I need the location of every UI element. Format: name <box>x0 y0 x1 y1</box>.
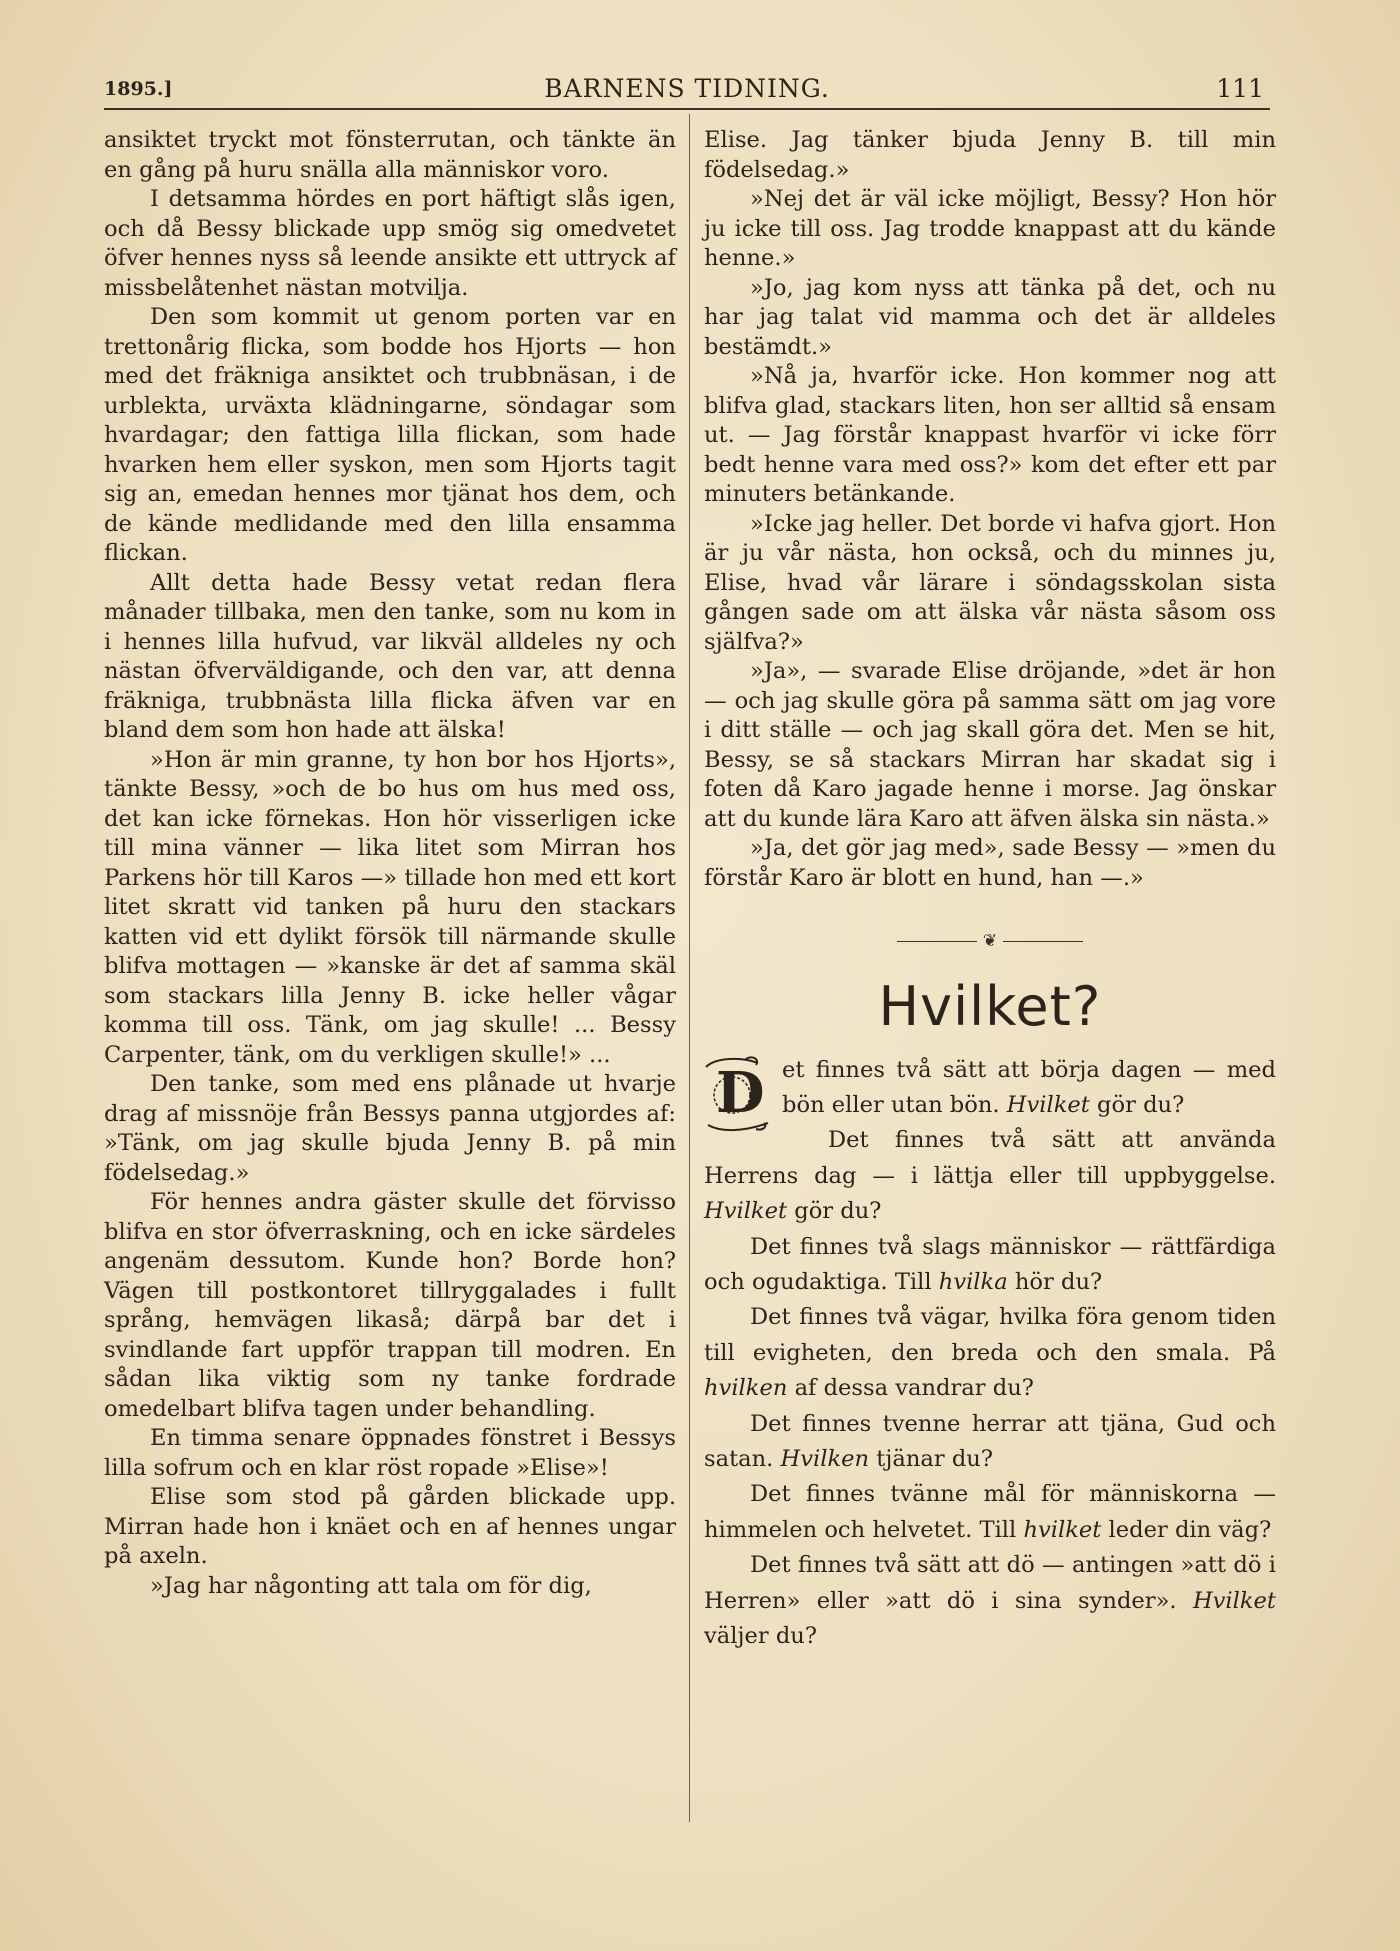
left-column <box>104 126 676 1601</box>
paragraph: »Jo, jag kom nyss att tänka på det, och nu har jag talat vid mamma och det är alldeles bestämdt.» <box>704 274 1276 360</box>
paragraph: Den tanke, som med ens plånade ut hvarje drag af missnöje från Bessys panna utgjordes af: »Tänk, om jag skulle bjuda Jenny B. på min födelsedag.» <box>104 1071 676 1186</box>
section-paragraph <box>704 1123 1276 1229</box>
section-paragraph <box>704 1548 1276 1654</box>
publication-title: BARNENS TIDNING. <box>544 74 830 103</box>
paragraph: ansiktet tryckt mot fönsterrutan, och tänkte än en gång på huru snälla alla människor voro. <box>104 127 676 183</box>
column-divider <box>689 114 690 1822</box>
section-question-word: hvilken <box>704 1375 788 1402</box>
page-header <box>104 74 1270 110</box>
section-body <box>704 1053 1276 1655</box>
section-title: Hvilket? <box>878 974 1102 1038</box>
section-paragraph <box>704 1477 1276 1548</box>
section-text: Det finnes två sätt att dö — antingen »att dö i Herren» eller »att dö i sina synder». <box>704 1552 1276 1614</box>
section-text: af dessa vandrar du? <box>787 1375 1034 1402</box>
section-text: leder din väg? <box>1101 1516 1272 1543</box>
paragraph: I detsamma hördes en port häftigt slås igen, och då Bessy blickade upp smög sig omedvetet öfver hennes nyss så leende ansikte ett uttryck af missbelåtenhet nästan motvilja. <box>104 186 676 301</box>
section-paragraph <box>704 1053 1276 1124</box>
dropcap-letter: D <box>716 1059 765 1126</box>
section-text: Det finnes två vägar, hvilka föra genom tiden till evigheten, den breda och den smala. På <box>704 1304 1276 1366</box>
paragraph: »Ja», — svarade Elise dröjande, »det är hon — och jag skulle göra på samma sätt om jag vore i ditt ställe — och jag skall göra det. Men se hit, Bessy, se så stackars Mirran har skadat sig i foten då Karo jagade henne i morse. Jag önskar att du kunde lära Karo att äfven älska sin nästa.» <box>704 658 1276 832</box>
paragraph: En timma senare öppnades fönstret i Bessys lilla sofrum och en klar röst ropade »Elise»! <box>104 1425 676 1481</box>
dropcap-initial <box>702 1055 776 1135</box>
section-text: tjänar du? <box>869 1445 993 1472</box>
ornament-rule-right <box>1003 941 1083 942</box>
paragraph: Den som kommit ut genom porten var en trettonårig flicka, som bodde hos Hjorts — hon med det fräkniga ansiktet och trubbnäsan, i de urblekta, urväxta klädningarne, söndagar som hvardagar; den fattiga lilla flickan, som hade hvarken hem eller syskon, men som Hjorts tagit sig an, emedan hennes mor tjänat hos dem, och de kände medlidande med den lilla ensamma flickan. <box>104 304 676 566</box>
section-question-word: Hvilket <box>1192 1587 1276 1614</box>
section-question-word: Hvilket <box>704 1198 788 1225</box>
paragraph: Allt detta hade Bessy vetat redan flera månader tillbaka, men den tanke, som nu kom in i hennes lilla hufvud, var likväl alldeles ny och nästan öfverväldigande, och den var, att denna fräkniga, trubbnästa lilla flicka äfven var en bland dem som hon hade att älska! <box>104 569 676 743</box>
ornament-rule-left <box>897 941 977 942</box>
paragraph: »Nej det är väl icke möjligt, Bessy? Hon hör ju icke till oss. Jag trodde knappast att du kände henne.» <box>704 186 1276 271</box>
section-text: väljer du? <box>704 1623 817 1649</box>
section-text: hör du? <box>1007 1268 1103 1295</box>
paragraph: »Jag har någonting att tala om för dig, <box>150 1572 592 1599</box>
section-question-word: Hvilken <box>780 1445 870 1472</box>
paragraph: »Icke jag heller. Det borde vi hafva gjort. Hon är ju vår nästa, hon också, och du minnes ju, Elise, hvad vår lärare i söndagsskolan sista gången sade om att älska vår nästa såsom oss själfva?» <box>704 510 1276 655</box>
section-question-word: Hvilket <box>1006 1091 1090 1118</box>
paragraph: »Hon är min granne, ty hon bor hos Hjorts», tänkte Bessy, »och de bo hus om hus med oss, det kan icke förnekas. Hon hör visserligen icke till mina vänner — lika litet som Mirran hos Parkens hör till Karos —» tillade hon med ett kort litet skratt vid tanken på huru den stackars katten vid ett dylikt försök till närmande skulle blifva mottagen — »kanske är det af samma skäl som stackars lilla Jenny B. icke heller vågar komma till oss. Tänk, om jag skulle! ... Bessy Carpenter, tänk, om du verkligen skulle!» ... <box>104 746 676 1068</box>
paragraph: För hennes andra gäster skulle det förvisso blifva en stor öfverraskning, och en icke särdeles angenäm dessutom. Kunde hon? Borde hon? Vägen till postkontoret tillryggalades i fullt språng, hemvägen likaså; därpå bar det i svindlande fart uppför trappan till modren. En sådan lika viktig som ny tanke fordrade omedelbart blifva tagen under behandling. <box>104 1189 676 1422</box>
paragraph: Elise. Jag tänker bjuda Jenny B. till min födelsedag.» <box>704 127 1276 183</box>
issue-year: 1895.] <box>104 78 173 100</box>
section-text: gör du? <box>787 1198 882 1225</box>
section-question-word: hvilka <box>938 1268 1008 1295</box>
paragraph: Elise som stod på gården blickade upp. Mirran hade hon i knäet och en af hennes ungar på axeln. <box>104 1484 676 1569</box>
section-text: Det finnes tvenne herrar att tjäna, Gud och satan. <box>704 1410 1276 1472</box>
page-number: 111 <box>1216 74 1264 103</box>
right-column <box>704 126 1276 1654</box>
paragraph: »Ja, det gör jag med», sade Bessy — »men du förstår Karo är blott en hund, han —.» <box>704 835 1276 891</box>
paragraph: »Nå ja, hvarför icke. Hon kommer nog att blifva glad, stackars liten, hon ser alltid så ensam ut. — Jag förstår knappast hvarför vi icke förr bedt henne vara med oss?» kom det efter ett par minuters betänkande. <box>704 363 1276 507</box>
section-text: gör du? <box>1089 1091 1185 1118</box>
section-paragraph <box>704 1407 1276 1478</box>
section-question-word: hvilket <box>1023 1516 1102 1543</box>
section-text: et finnes två sätt att börja dagen — med bön eller utan bön. <box>782 1056 1276 1118</box>
section-paragraph <box>704 1230 1276 1301</box>
section-ornament <box>704 927 1276 957</box>
section-text: Det finnes två slags människor — rättfärdiga och ogudaktiga. Till <box>704 1233 1276 1295</box>
section-text: Det finnes tvänne mål för människorna — himmelen och helvetet. Till <box>704 1481 1276 1543</box>
ornament-icon: ❦ <box>982 931 998 951</box>
section-paragraph <box>704 1300 1276 1406</box>
section-text: Det finnes två sätt att använda Herrens dag — i lättja eller till uppbyggelse. <box>704 1127 1276 1189</box>
